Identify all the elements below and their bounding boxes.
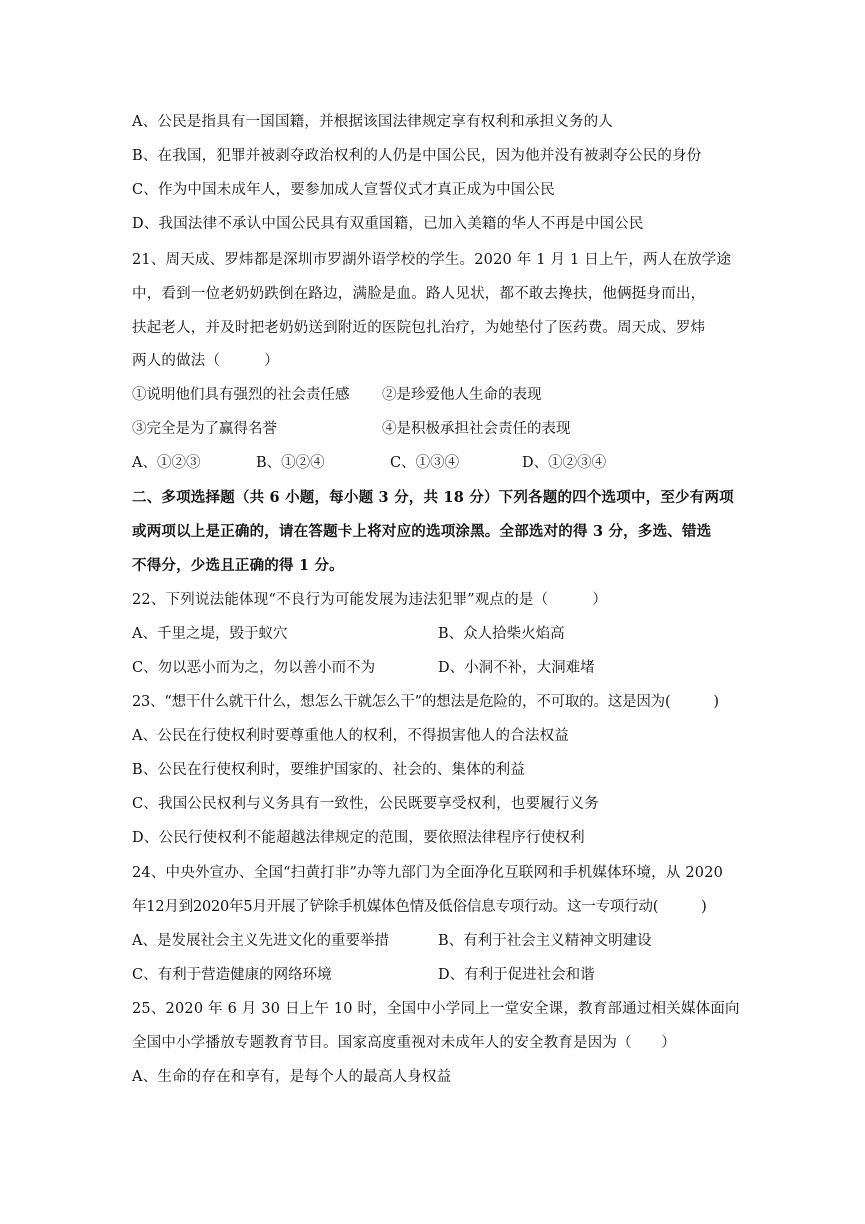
q24-option-b: B、有利于社会主义精神文明建设: [438, 933, 652, 949]
q24-option-c: C、有利于营造健康的网络环境: [132, 967, 332, 983]
q20-option-b: B、在我国，犯罪并被剥夺政治权利的人仍是中国公民，因为他并没有被剥夺公民的身份: [132, 148, 702, 164]
q21-stem-line-1: 21、周天成、罗炜都是深圳市罗湖外语学校的学生。2020 年 1 月 1 日上午，两人在放学途: [132, 252, 732, 268]
q25-stem-line-2: 全国中小学播放专题教育节目。国家高度重视对未成年人的安全教育是因为（ ）: [132, 1035, 676, 1051]
q22-option-d: D、小洞不补，大洞难堵: [438, 660, 595, 676]
q23-option-a: A、公民在行使权利时要尊重他人的权利，不得损害他人的合法权益: [132, 728, 569, 744]
q25-option-a: A、生命的存在和享有，是每个人的最高人身权益: [132, 1069, 452, 1085]
q23-option-b: B、公民在行使权利时，要维护国家的、社会的、集体的利益: [132, 762, 526, 778]
q22-option-a: A、千里之堤，毁于蚁穴: [132, 626, 288, 642]
q24-option-d: D、有利于促进社会和谐: [438, 967, 595, 983]
q21-statement-1: ①说明他们具有强烈的社会责任感: [132, 387, 350, 403]
section-2-heading-line-2: 或两项以上是正确的，请在答题卡上将对应的选项涂黑。全部选对的得 3 分，多选、错选: [132, 523, 712, 540]
q23-option-d: D、公民行使权利不能超越法律规定的范围，要依照法律程序行使权利: [132, 830, 585, 846]
q21-option-d: D、①②③④: [522, 455, 607, 471]
q21-stem-line-3: 扶起老人，并及时把老奶奶送到附近的医院包扎治疗，为她垫付了医药费。周天成、罗炜: [132, 320, 706, 336]
q22-option-b: B、众人拾柴火焰高: [438, 626, 565, 642]
q21-option-b: B、①②④: [256, 455, 325, 471]
q24-stem-line-1: 24、中央外宣办、全国“扫黄打非”办等九部门为全面净化互联网和手机媒体环境，从 2020: [132, 865, 724, 881]
q22-option-c: C、勿以恶小而为之，勿以善小而不为: [132, 660, 376, 676]
q25-stem-line-1: 25、2020 年 6 月 30 日上午 10 时，全国中小学同上一堂安全课，教育部通过相关媒体面向: [132, 1001, 740, 1017]
q20-option-c: C、作为中国未成年人，要参加成人宣誓仪式才真正成为中国公民: [132, 182, 555, 198]
q21-statement-2: ②是珍爱他人生命的表现: [382, 387, 542, 403]
section-2-heading-line-1: 二、多项选择题（共 6 小题，每小题 3 分，共 18 分）下列各题的四个选项中，至少有两项: [132, 489, 734, 506]
q24-stem-line-2: 年12月到2020年5月开展了铲除手机媒体色情及低俗信息专项行动。这一专项行动( ): [132, 899, 707, 915]
section-2-heading-line-3: 不得分，少选且正确的得 1 分。: [132, 557, 344, 574]
q20-option-a: A、公民是指具有一国国籍，并根据该国法律规定享有权利和承担义务的人: [132, 114, 614, 130]
q22-stem: 22、下列说法能体现“不良行为可能发展为违法犯罪”观点的是（ ）: [132, 592, 608, 608]
q20-option-d: D、我国法律不承认中国公民具有双重国籍，已加入美籍的华人不再是中国公民: [132, 216, 644, 232]
q24-option-a: A、是发展社会主义先进文化的重要举措: [132, 933, 389, 949]
q21-stem-line-4: 两人的做法（ ）: [132, 353, 279, 369]
q21-stem-line-2: 中，看到一位老奶奶跌倒在路边，满脸是血。路人见状，都不敢去搀扶，他俩挺身而出，: [132, 286, 706, 302]
q21-option-c: C、①③④: [390, 455, 460, 471]
q21-option-a: A、①②③: [132, 455, 201, 471]
q23-stem: 23、“想干什么就干什么，想怎么干就怎么干”的想法是危险的，不可取的。这是因为( ): [132, 694, 719, 710]
q23-option-c: C、我国公民权利与义务具有一致性，公民既要享受权利，也要履行义务: [132, 796, 599, 812]
q21-statement-4: ④是积极承担社会责任的表现: [382, 421, 571, 437]
q21-statement-3: ③完全是为了赢得名誉: [132, 421, 277, 437]
